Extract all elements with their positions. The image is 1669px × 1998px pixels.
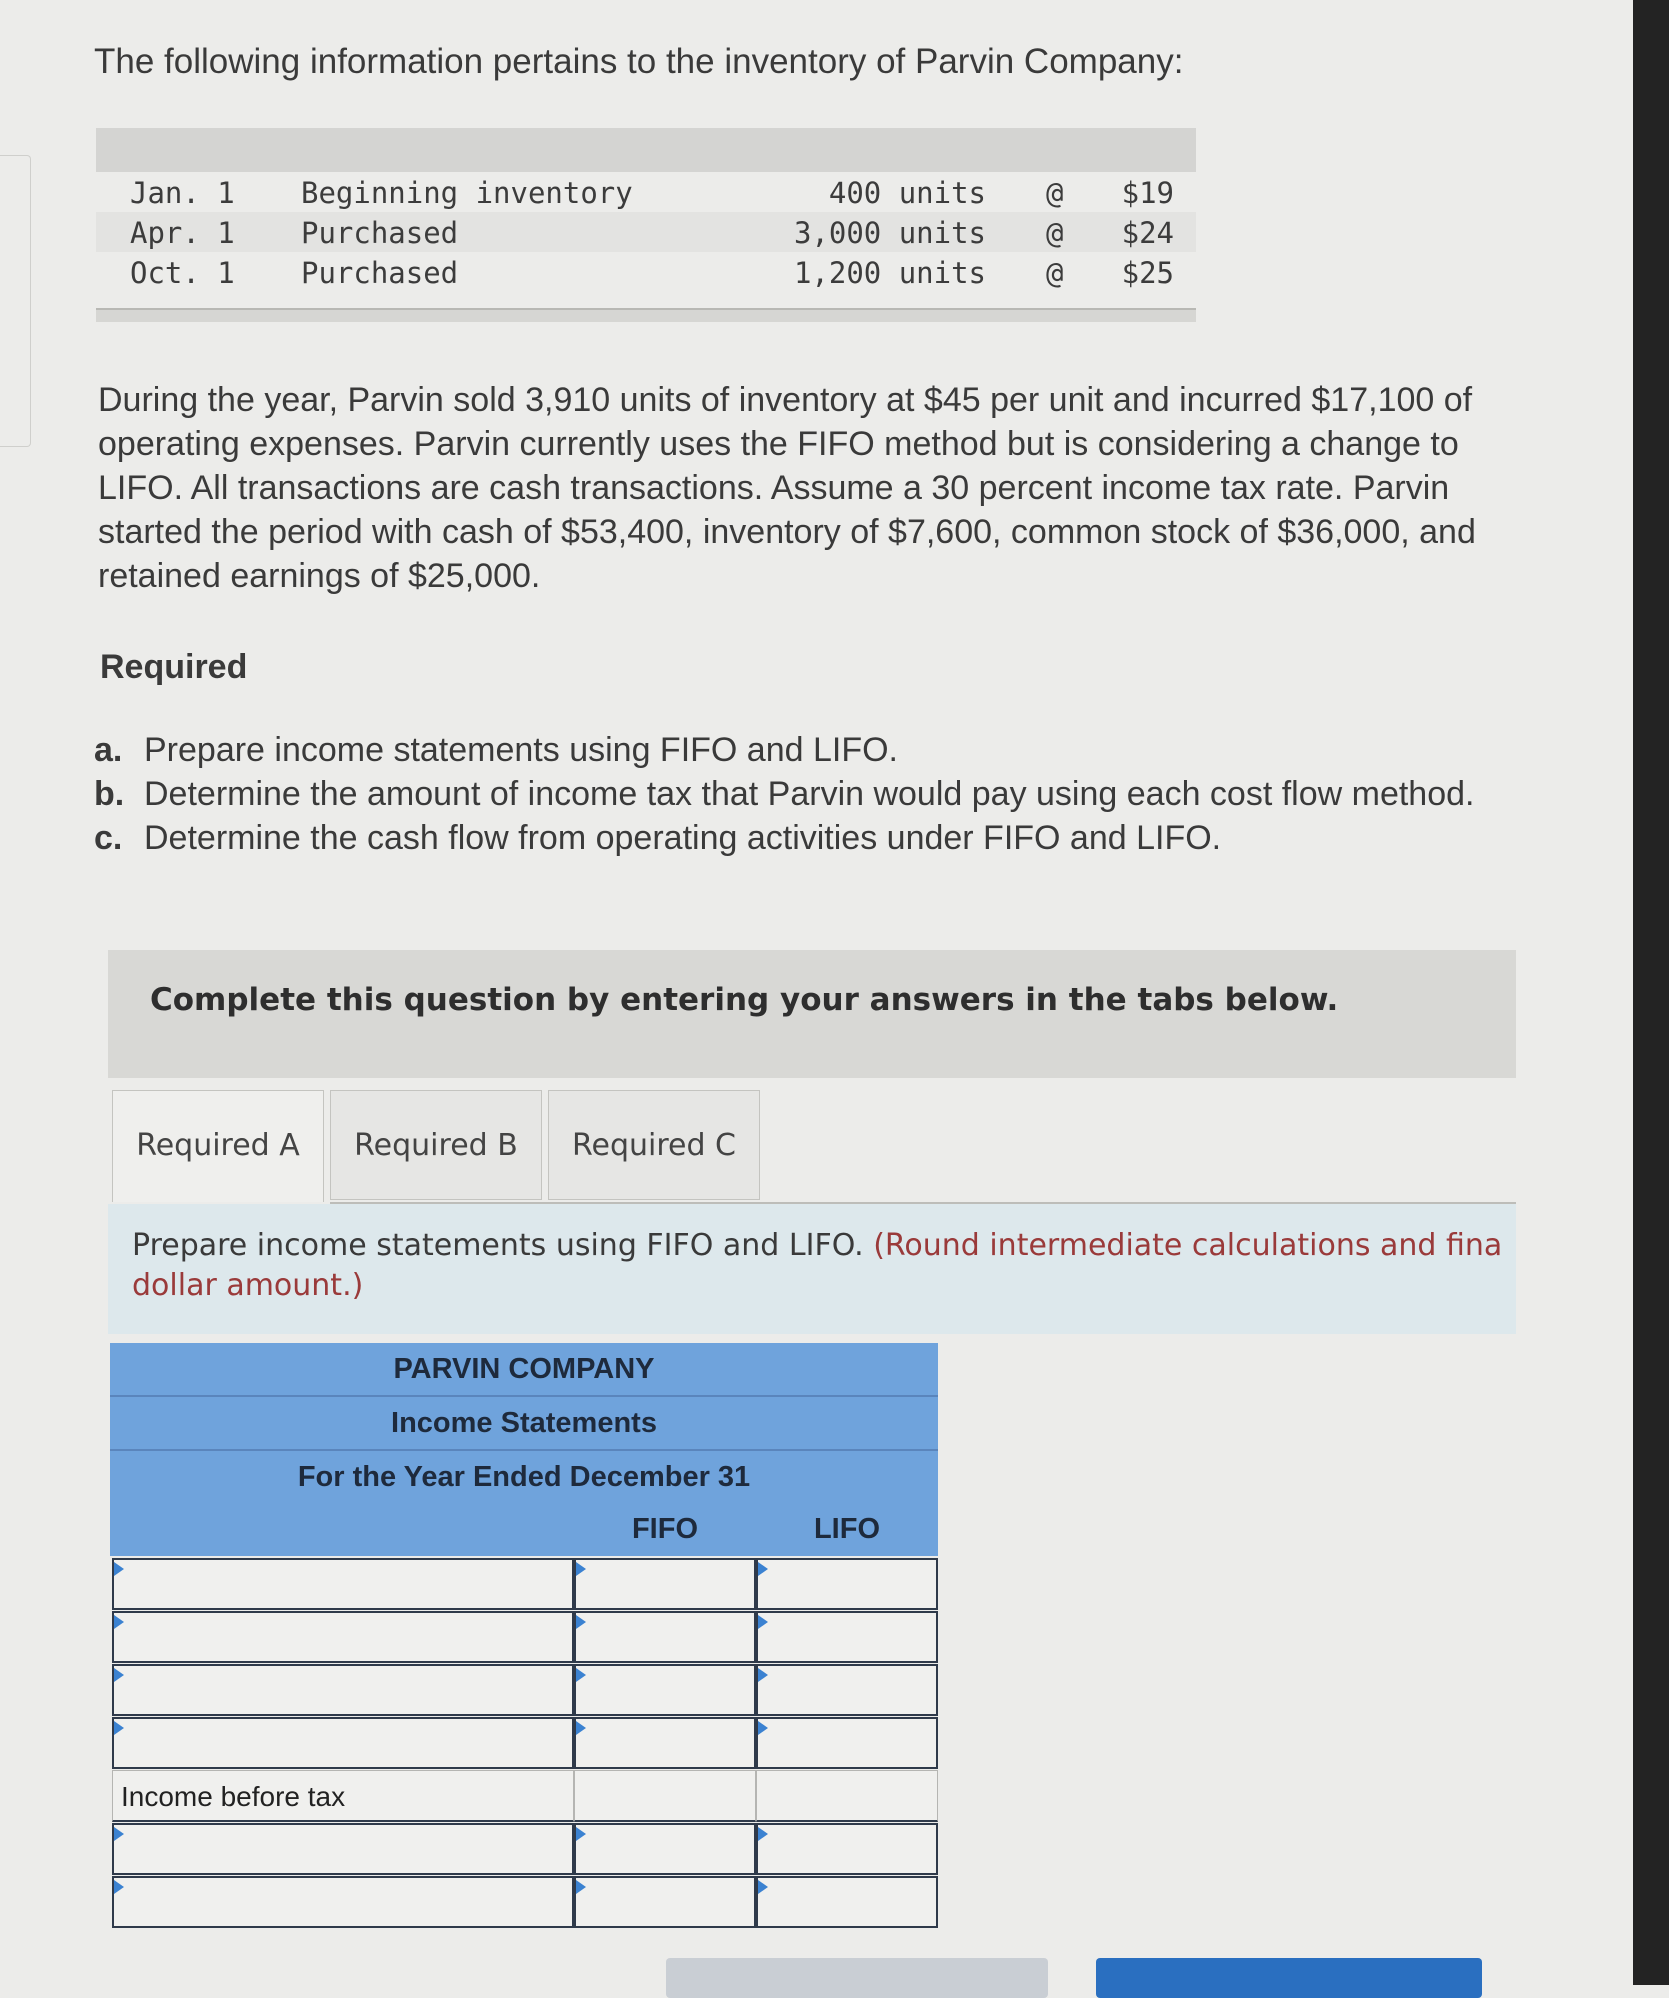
requirements-list xyxy=(94,728,1494,860)
fifo-amount-input[interactable] xyxy=(574,1664,756,1716)
row-date: Oct. 1 xyxy=(130,256,235,290)
input-marker-icon xyxy=(576,1562,586,1576)
screen-edge xyxy=(1633,0,1669,1985)
requirement-text: Determine the cash flow from operating activities under FIFO and LIFO. xyxy=(144,819,1222,857)
requirement-item xyxy=(94,772,1494,816)
requirement-label: a. xyxy=(94,731,123,769)
lifo-amount-input[interactable] xyxy=(756,1876,938,1928)
line-item-select[interactable] xyxy=(112,1611,574,1663)
income-before-tax-text: Income before tax xyxy=(121,1781,346,1812)
line-item-select[interactable] xyxy=(112,1664,574,1716)
requirement-text: Prepare income statements using FIFO and LIFO. xyxy=(144,731,898,769)
row-description: Purchased xyxy=(301,256,459,290)
statement-row xyxy=(112,1664,938,1716)
statement-label-column-header xyxy=(110,1502,576,1556)
dropdown-marker-icon xyxy=(114,1668,124,1682)
input-marker-icon xyxy=(576,1827,586,1841)
instruction-note-continued: dollar amount.) xyxy=(132,1268,364,1303)
statement-row xyxy=(112,1717,938,1769)
side-panel-edge xyxy=(0,155,31,447)
statement-row-income-before-tax xyxy=(112,1770,938,1822)
lifo-amount-input[interactable] xyxy=(756,1611,938,1663)
input-marker-icon xyxy=(758,1562,768,1576)
inventory-table-footer xyxy=(96,308,1196,322)
tab-required-b[interactable]: Required B xyxy=(330,1090,542,1200)
input-marker-icon xyxy=(758,1721,768,1735)
inventory-row xyxy=(96,172,1196,212)
required-heading: Required xyxy=(100,648,248,686)
tab-required-c[interactable]: Required C xyxy=(548,1090,760,1200)
statement-title: Income Statements xyxy=(110,1397,938,1451)
intro-text: The following information pertains to the inventory of Parvin Company: xyxy=(94,42,1184,81)
line-item-select[interactable] xyxy=(112,1558,574,1610)
row-units: 3,000 units xyxy=(793,216,986,250)
lifo-amount-input[interactable] xyxy=(756,1558,938,1610)
statement-period: For the Year Ended December 31 xyxy=(110,1451,938,1505)
row-description: Purchased xyxy=(301,216,459,250)
fifo-amount-input[interactable] xyxy=(574,1717,756,1769)
lifo-amount-input[interactable] xyxy=(756,1823,938,1875)
statement-row xyxy=(112,1611,938,1663)
inventory-row xyxy=(96,212,1196,252)
inventory-table xyxy=(96,128,1196,326)
lifo-amount-input[interactable] xyxy=(756,1664,938,1716)
statement-company: PARVIN COMPANY xyxy=(110,1343,938,1397)
fifo-amount-input[interactable] xyxy=(574,1876,756,1928)
requirement-label: c. xyxy=(94,819,123,857)
row-date: Jan. 1 xyxy=(130,176,235,210)
row-units: 400 units xyxy=(828,176,986,210)
input-marker-icon xyxy=(576,1615,586,1629)
fifo-column-header: FIFO xyxy=(574,1502,758,1556)
income-before-tax-label xyxy=(112,1770,574,1822)
line-item-select[interactable] xyxy=(112,1823,574,1875)
problem-paragraph: During the year, Parvin sold 3,910 units of inventory at $45 per unit and incurred $17,100 of operating expenses. Parvin currently uses the FIFO method but is considering a change to LIFO. All transactions are cash transactions. Assume a 30 percent income tax rate. Parvin started the period with cash of $53,400, inventory of $7,600, common stock of $36,000, and retained earnings of $25,000. xyxy=(98,381,1476,595)
row-price: $25 xyxy=(1121,256,1174,290)
dropdown-marker-icon xyxy=(114,1721,124,1735)
fifo-amount-input[interactable] xyxy=(574,1611,756,1663)
lifo-column-header: LIFO xyxy=(756,1502,938,1556)
line-item-select[interactable] xyxy=(112,1876,574,1928)
instruction-note: (Round intermediate calculations and fina xyxy=(873,1228,1503,1263)
input-marker-icon xyxy=(576,1668,586,1682)
input-marker-icon xyxy=(758,1668,768,1682)
instructions-banner xyxy=(108,950,1516,1078)
input-marker-icon xyxy=(576,1721,586,1735)
input-marker-icon xyxy=(758,1827,768,1841)
statement-row xyxy=(112,1876,938,1928)
previous-button[interactable] xyxy=(666,1958,1048,1998)
tab-required-a[interactable]: Required A xyxy=(112,1090,324,1202)
instruction-text: Prepare income statements using FIFO and LIFO. xyxy=(132,1228,864,1263)
requirement-item xyxy=(94,816,1494,860)
fifo-amount-input[interactable] xyxy=(574,1823,756,1875)
row-date: Apr. 1 xyxy=(130,216,235,250)
banner-text: Complete this question by entering your answers in the tabs below. xyxy=(150,982,1339,1018)
next-button[interactable] xyxy=(1096,1958,1482,1998)
dropdown-marker-icon xyxy=(114,1615,124,1629)
requirement-text: Determine the amount of income tax that Parvin would pay using each cost flow method. xyxy=(144,775,1475,813)
row-at: @ xyxy=(1046,216,1064,250)
fifo-income-before-tax xyxy=(574,1770,756,1822)
line-item-select[interactable] xyxy=(112,1717,574,1769)
statement-row xyxy=(112,1823,938,1875)
row-units: 1,200 units xyxy=(793,256,986,290)
requirement-item xyxy=(94,728,1494,772)
row-at: @ xyxy=(1046,176,1064,210)
lifo-income-before-tax xyxy=(756,1770,938,1822)
fifo-amount-input[interactable] xyxy=(574,1558,756,1610)
inventory-table-header xyxy=(96,128,1196,172)
input-marker-icon xyxy=(758,1615,768,1629)
statement-row xyxy=(112,1558,938,1610)
row-description: Beginning inventory xyxy=(301,176,633,210)
requirement-label: b. xyxy=(94,775,125,813)
input-marker-icon xyxy=(758,1880,768,1894)
dropdown-marker-icon xyxy=(114,1827,124,1841)
lifo-amount-input[interactable] xyxy=(756,1717,938,1769)
row-at: @ xyxy=(1046,256,1064,290)
inventory-row xyxy=(96,252,1196,292)
row-price: $19 xyxy=(1121,176,1174,210)
row-price: $24 xyxy=(1121,216,1174,250)
dropdown-marker-icon xyxy=(114,1562,124,1576)
input-marker-icon xyxy=(576,1880,586,1894)
instruction-box xyxy=(108,1204,1516,1334)
dropdown-marker-icon xyxy=(114,1880,124,1894)
